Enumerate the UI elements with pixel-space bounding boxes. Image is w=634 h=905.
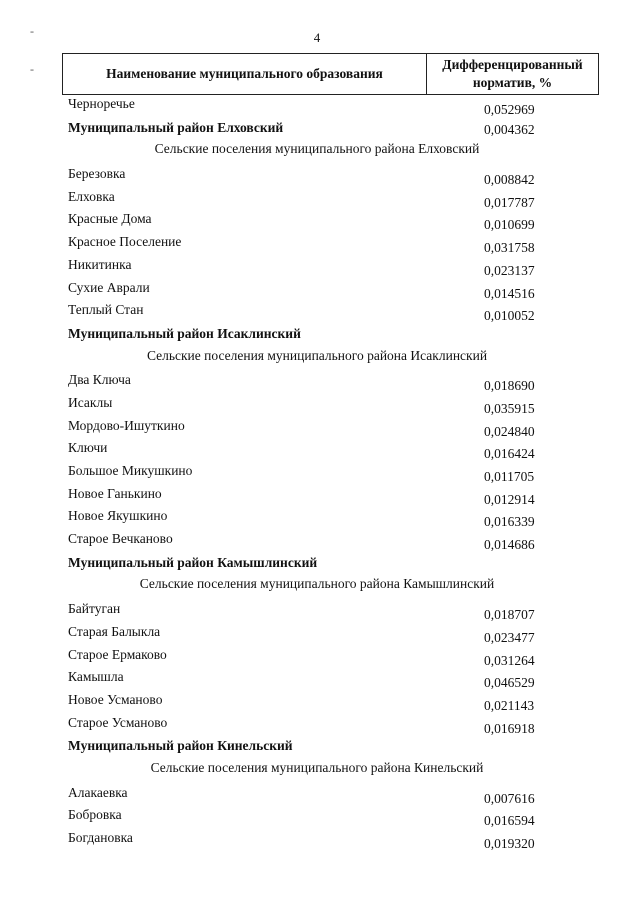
table-row [0,623,634,646]
table-row [0,507,634,530]
row-value: 0,016918 [484,720,535,736]
row-name: Елховка [68,188,115,204]
row-name: Большое Микушкино [68,463,193,478]
section-subheader [0,759,634,782]
row-value: 0,008842 [484,172,535,188]
row-value: 0,018707 [484,607,535,623]
row-name: Никитинка [68,256,132,272]
row-value: 0,052969 [484,102,535,117]
row-value: 0,031264 [484,652,535,668]
row-name: Новое Усманово [68,691,163,707]
row-name: Муниципальный район Камышлинский [68,554,318,570]
table-row [0,784,634,807]
row-value: 0,031758 [484,240,535,256]
table-row [0,485,634,508]
row-value: 0,016424 [484,446,535,462]
table-row [0,279,634,302]
row-name: Сельские поселения муниципального района Камышлинский [139,576,495,592]
table-row [0,188,634,211]
table-row [0,714,634,737]
column-header-normative-line2: норматив, % [472,75,553,90]
district-row [0,324,634,347]
row-name: Старое Усманово [68,714,168,730]
table-row [0,394,634,417]
row-name: Ключи [68,440,108,456]
table-row [0,210,634,233]
table-row [0,600,634,623]
row-value: 0,004362 [484,121,535,137]
page-number: 4 [313,30,321,45]
row-name: Новое Якушкино [68,508,168,524]
row-value: 0,016594 [484,813,535,829]
row-name: Камышла [68,669,124,685]
table-body [0,95,634,852]
row-value: 0,014516 [484,285,535,301]
table-row [0,371,634,394]
row-name: Теплый Стан [68,302,144,318]
section-subheader [0,347,634,370]
row-value: 0,023137 [484,262,535,278]
row-name: Богдановка [68,830,133,845]
table-header [62,53,599,95]
table-row [0,439,634,462]
row-value: 0,046529 [484,675,535,691]
table-row [0,233,634,256]
section-subheader [0,575,634,598]
row-name: Сухие Аврали [68,279,150,295]
margin-mark: - [30,24,34,38]
row-name: Алакаевка [68,784,128,800]
district-row [0,553,634,576]
row-value: 0,014686 [484,537,535,553]
row-value: 0,016339 [484,514,535,530]
row-value: 0,010699 [484,217,535,233]
row-value: 0,010052 [484,308,535,324]
row-value: 0,011705 [484,469,535,484]
row-name: Красные Дома [68,211,152,227]
margin-mark: - [30,62,34,76]
table-row [0,530,634,553]
row-name: Красное Поселение [68,234,182,250]
row-value: 0,012914 [484,491,535,507]
row-value: 0,035915 [484,400,535,416]
table-row [0,462,634,485]
row-value: 0,021143 [484,697,535,713]
table-row [0,668,634,691]
row-name: Муниципальный район Елховский [68,119,284,135]
row-name: Старая Балыкла [68,623,161,639]
row-name: Старое Вечканово [68,531,173,547]
table-row [0,95,634,118]
table-row [0,691,634,714]
row-value: 0,019320 [484,836,535,851]
row-name: Бобровка [68,807,122,823]
column-header-normative-line1: Дифференцированный [442,57,583,72]
row-value: 0,018690 [484,378,535,394]
table-row [0,301,634,324]
section-subheader [0,140,634,163]
row-value: 0,007616 [484,790,535,806]
row-name: Березовка [68,166,126,182]
row-name: Черноречье [68,96,135,111]
column-header-name: Наименование муниципального образования [63,54,427,94]
table-row [0,417,634,440]
row-name: Старое Ермаково [68,646,167,662]
district-row [0,736,634,759]
row-name: Сельские поселения муниципального района Елховский [154,141,480,157]
row-name: Исаклы [68,394,113,410]
row-name: Сельские поселения муниципального района Кинельский [150,759,484,775]
row-value: 0,017787 [484,194,535,210]
table-row [0,829,634,852]
row-name: Сельские поселения муниципального района Исаклинский [146,347,488,363]
table-row [0,165,634,188]
table-row [0,806,634,829]
row-value: 0,023477 [484,629,535,645]
row-name: Мордово-Ишуткино [68,417,185,433]
column-header-normative [427,54,598,94]
row-value: 0,024840 [484,423,535,439]
row-name: Новое Ганькино [68,485,162,501]
row-name: Муниципальный район Кинельский [68,738,293,754]
table-row [0,256,634,279]
row-name: Байтуган [68,601,121,617]
table-row [0,646,634,669]
row-name: Муниципальный район Исаклинский [68,325,301,341]
row-name: Два Ключа [68,372,131,388]
district-row [0,118,634,141]
